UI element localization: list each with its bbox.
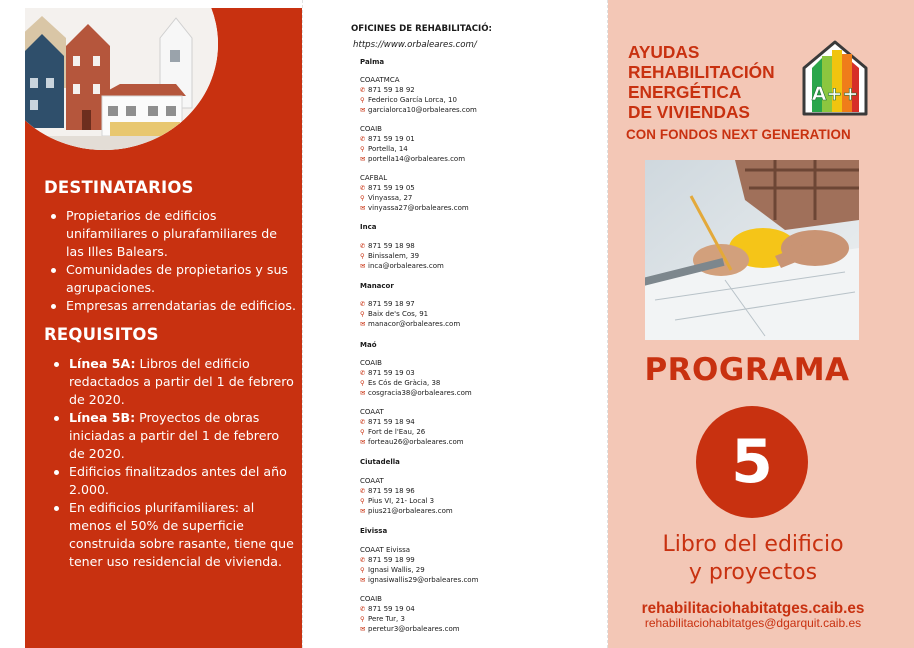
title-line: AYUDAS bbox=[628, 42, 700, 62]
requisito-text: Proyectos de obras iniciadas a partir del 1 de febrero de 2020. bbox=[69, 410, 280, 461]
office-name: COAIB bbox=[360, 125, 382, 133]
location-pin-icon: ⚲ bbox=[360, 615, 365, 624]
requisito-lead: Línea 5B: bbox=[69, 410, 136, 425]
office-email[interactable]: cosgracia38@orbaleares.com bbox=[368, 388, 472, 397]
blueprint-illustration bbox=[645, 160, 859, 340]
mail-icon: ✉ bbox=[360, 262, 366, 271]
office-email[interactable]: portella14@orbaleares.com bbox=[368, 154, 466, 163]
office-address: Baix de's Cos, 91 bbox=[368, 309, 429, 318]
office-name: COAIB bbox=[360, 595, 382, 603]
group-title-manacor: Manacor bbox=[360, 282, 394, 290]
list-item bbox=[44, 355, 296, 409]
programa-number-badge: 5 bbox=[696, 406, 808, 518]
office-phone: 871 59 19 01 bbox=[368, 134, 415, 143]
office-card bbox=[360, 408, 464, 448]
group-title-eivissa: Eivissa bbox=[360, 527, 388, 535]
phone-icon: ✆ bbox=[360, 86, 366, 95]
phone-icon: ✆ bbox=[360, 184, 366, 193]
group-title-ciutadella: Ciutadella bbox=[360, 458, 400, 466]
office-name: CAFBAL bbox=[360, 174, 388, 182]
office-email[interactable]: forteau26@orbaleares.com bbox=[368, 437, 464, 446]
phone-icon: ✆ bbox=[360, 300, 366, 309]
office-address: Es Cós de Gràcia, 38 bbox=[368, 378, 441, 387]
program-description bbox=[608, 531, 898, 587]
title-line: DE VIVIENDAS bbox=[628, 102, 750, 122]
requisitos-list bbox=[44, 355, 296, 571]
phone-icon: ✆ bbox=[360, 556, 366, 565]
location-pin-icon: ⚲ bbox=[360, 428, 365, 437]
energy-label: A++ bbox=[811, 83, 859, 105]
ayudas-title bbox=[628, 42, 808, 122]
office-name: COAAT Eivissa bbox=[360, 546, 411, 554]
office-email[interactable]: garcialorca10@orbaleares.com bbox=[368, 105, 477, 114]
mail-icon: ✉ bbox=[360, 438, 366, 447]
requisito-text: Libros del edificio redactados a partir del 1 de febrero de 2020. bbox=[69, 356, 294, 407]
office-card bbox=[360, 76, 477, 116]
office-address: Portella, 14 bbox=[368, 144, 408, 153]
phone-icon: ✆ bbox=[360, 369, 366, 378]
requisitos-title: REQUISITOS bbox=[44, 325, 159, 344]
location-pin-icon: ⚲ bbox=[360, 379, 365, 388]
list-item bbox=[44, 409, 296, 463]
location-pin-icon: ⚲ bbox=[360, 145, 365, 154]
phone-icon: ✆ bbox=[360, 605, 366, 614]
office-card bbox=[360, 359, 472, 399]
office-phone: 871 59 18 99 bbox=[368, 555, 415, 564]
office-address: Pere Tur, 3 bbox=[368, 614, 405, 623]
offices-title: OFICINES DE REHABILITACIÓ: bbox=[351, 24, 492, 34]
office-email[interactable]: manacor@orbaleares.com bbox=[368, 319, 461, 328]
list-item bbox=[44, 463, 296, 499]
office-name: COAATMCA bbox=[360, 76, 400, 84]
office-address: Pius VI, 21- Local 3 bbox=[368, 496, 435, 505]
office-phone: 871 59 19 05 bbox=[368, 183, 415, 192]
office-email[interactable]: peretur3@orbaleares.com bbox=[368, 624, 460, 633]
program-description-line: y proyectos bbox=[688, 560, 818, 585]
energy-house-icon bbox=[802, 40, 868, 116]
office-phone: 871 59 18 92 bbox=[368, 85, 415, 94]
mail-icon: ✉ bbox=[360, 389, 366, 398]
office-name: COAAT bbox=[360, 477, 384, 485]
title-line: REHABILITACIÓN bbox=[628, 62, 775, 82]
right-panel bbox=[608, 0, 914, 648]
left-panel bbox=[25, 8, 302, 648]
office-phone: 871 59 18 97 bbox=[368, 300, 415, 308]
office-name: COAIB bbox=[360, 359, 382, 367]
left-content bbox=[44, 178, 296, 571]
location-pin-icon: ⚲ bbox=[360, 310, 365, 319]
office-card bbox=[360, 595, 460, 635]
office-address: Federico García Lorca, 10 bbox=[368, 95, 457, 104]
office-card bbox=[360, 174, 469, 214]
office-address: Ignasi Wallis, 29 bbox=[368, 565, 425, 574]
list-item: Empresas arrendatarias de edificios. bbox=[44, 297, 296, 315]
fondos-subtitle: CON FONDOS NEXT GENERATION bbox=[626, 127, 851, 142]
group-title-palma: Palma bbox=[360, 58, 385, 66]
mail-icon: ✉ bbox=[360, 155, 366, 164]
location-pin-icon: ⚲ bbox=[360, 96, 365, 105]
office-card bbox=[360, 546, 478, 586]
office-phone: 871 59 18 94 bbox=[368, 417, 415, 426]
requisito-text: Edificios finalitzados antes del año 2.000. bbox=[69, 464, 287, 497]
mail-icon: ✉ bbox=[360, 625, 366, 634]
location-pin-icon: ⚲ bbox=[360, 194, 365, 203]
office-email[interactable]: vinyassa27@orbaleares.com bbox=[368, 203, 469, 212]
requisito-text: En edificios plurifamiliares: al menos el 50% de superficie construida sobre rasante, tiene que tener uso residencial de vivienda. bbox=[69, 500, 294, 569]
phone-icon: ✆ bbox=[360, 135, 366, 144]
blueprint-photo bbox=[645, 160, 859, 340]
contact-email-link[interactable]: rehabilitaciohabitatges@dgarquit.caib.es bbox=[644, 616, 862, 630]
houses-image bbox=[25, 8, 218, 150]
website-link[interactable]: rehabilitaciohabitatges.caib.es bbox=[641, 600, 865, 617]
program-description-line: Libro del edificio bbox=[662, 532, 844, 557]
office-address: Binissalem, 39 bbox=[368, 251, 420, 260]
office-email[interactable]: pius21@orbaleares.com bbox=[368, 506, 453, 515]
phone-icon: ✆ bbox=[360, 418, 366, 427]
office-phone: 871 59 18 98 bbox=[368, 242, 415, 250]
group-title-inca: Inca bbox=[360, 223, 377, 231]
office-name: COAAT bbox=[360, 408, 384, 416]
office-card bbox=[360, 477, 453, 517]
phone-icon: ✆ bbox=[360, 242, 366, 251]
offices-url-link[interactable]: https://www.orbaleares.com/ bbox=[353, 40, 477, 50]
destinatarios-list bbox=[44, 207, 296, 315]
programa-label: PROGRAMA bbox=[644, 352, 850, 388]
phone-icon: ✆ bbox=[360, 487, 366, 496]
houses-illustration bbox=[25, 8, 218, 150]
location-pin-icon: ⚲ bbox=[360, 252, 365, 261]
destinatarios-title: DESTINATARIOS bbox=[44, 178, 194, 197]
title-line: ENERGÉTICA bbox=[628, 82, 742, 102]
office-card bbox=[360, 300, 460, 330]
office-email[interactable]: inca@orbaleares.com bbox=[368, 261, 444, 270]
list-item: Comunidades de propietarios y sus agrupaciones. bbox=[44, 261, 296, 297]
office-email[interactable]: ignasiwallis29@orbaleares.com bbox=[368, 575, 479, 584]
office-phone: 871 59 18 96 bbox=[368, 486, 415, 495]
list-item: Propietarios de edificios unifamiliares o plurafamiliares de las Illes Balears. bbox=[44, 207, 296, 261]
location-pin-icon: ⚲ bbox=[360, 566, 365, 575]
office-phone: 871 59 19 04 bbox=[368, 604, 415, 613]
middle-panel bbox=[303, 0, 607, 648]
mail-icon: ✉ bbox=[360, 507, 366, 516]
office-phone: 871 59 19 03 bbox=[368, 368, 415, 377]
group-title-mao: Maó bbox=[360, 341, 377, 349]
requisito-lead: Línea 5A: bbox=[69, 356, 136, 371]
location-pin-icon: ⚲ bbox=[360, 497, 365, 506]
mail-icon: ✉ bbox=[360, 576, 366, 585]
mail-icon: ✉ bbox=[360, 204, 366, 213]
mail-icon: ✉ bbox=[360, 320, 366, 329]
office-address: Fort de l'Eau, 26 bbox=[368, 427, 426, 436]
office-address: Vinyassa, 27 bbox=[368, 193, 413, 202]
office-card bbox=[360, 125, 465, 165]
office-card bbox=[360, 242, 444, 272]
list-item bbox=[44, 499, 296, 571]
mail-icon: ✉ bbox=[360, 106, 366, 115]
